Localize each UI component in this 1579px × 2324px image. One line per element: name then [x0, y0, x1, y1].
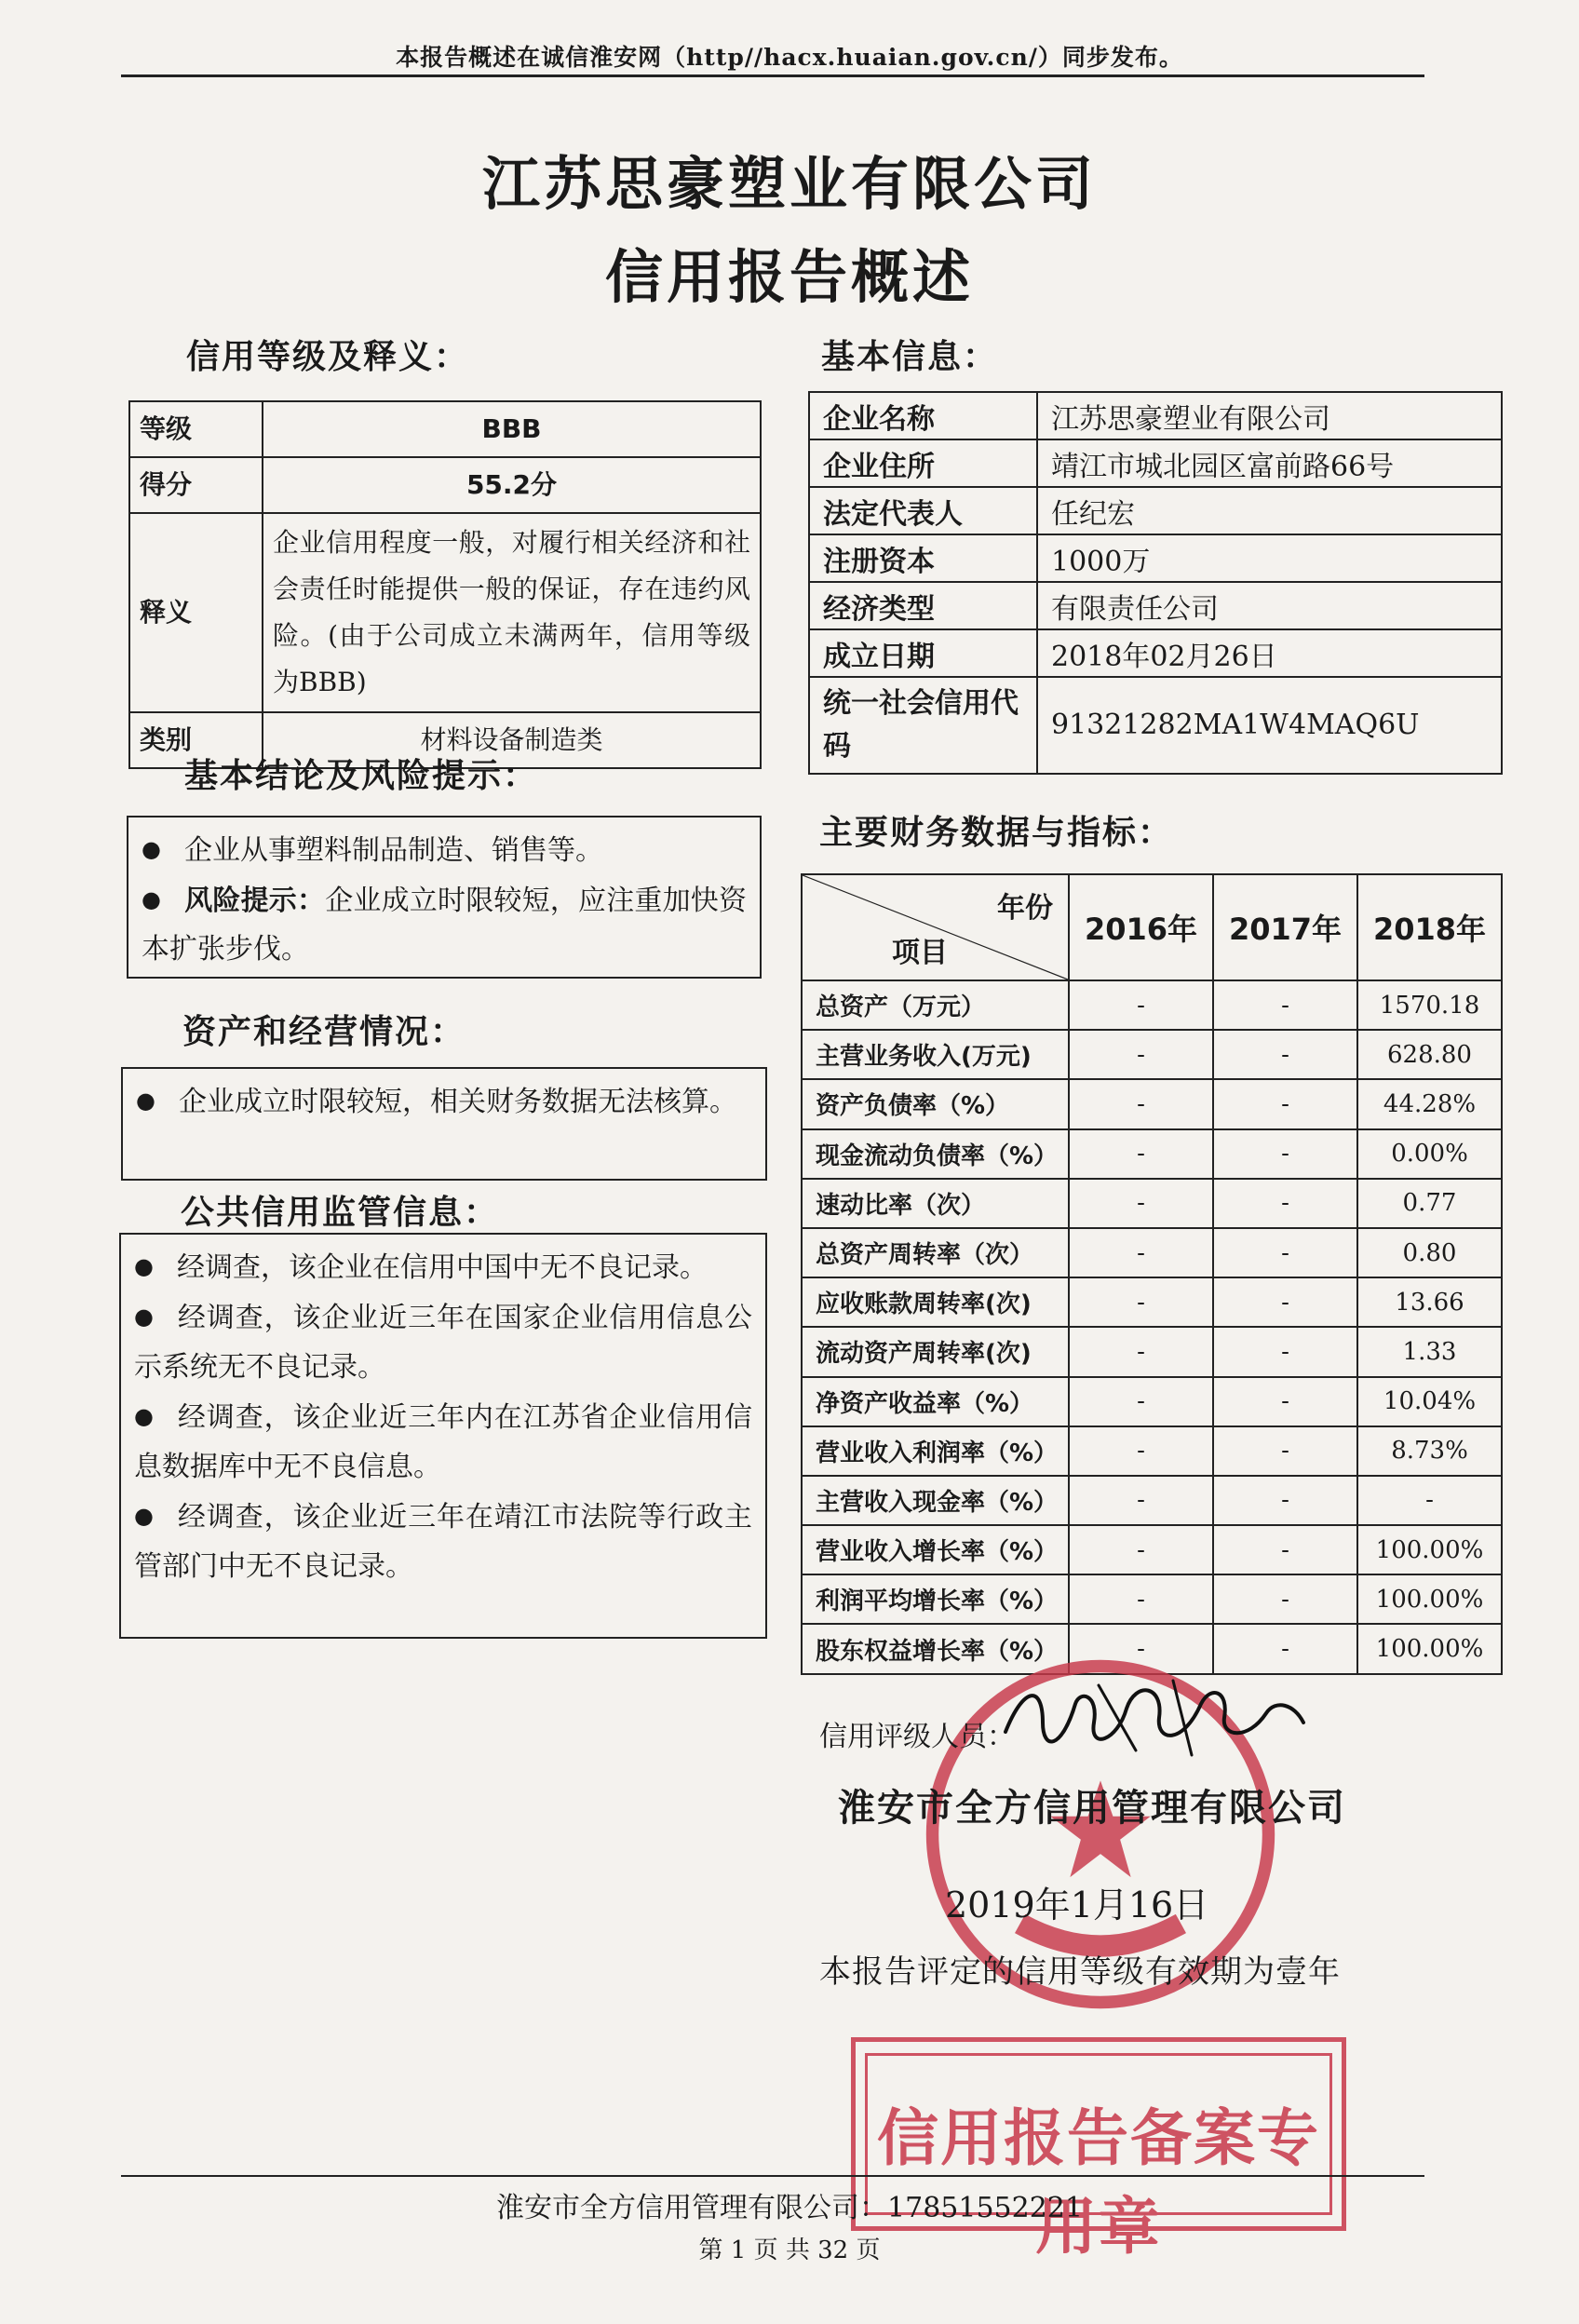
- company-name: 江苏思豪塑业有限公司: [1037, 392, 1502, 439]
- report-title: 信用报告概述: [604, 243, 974, 311]
- table-row: [809, 439, 1502, 487]
- metric-value-0: -: [1069, 1624, 1213, 1673]
- year-header: 2017年: [1213, 874, 1357, 980]
- bullet-icon: ●: [134, 1304, 154, 1330]
- table-row: [129, 401, 761, 457]
- metric-value-0: -: [1069, 1525, 1213, 1574]
- table-row: [802, 1179, 1502, 1228]
- table-row: [802, 1426, 1502, 1476]
- metric-value-0: -: [1069, 980, 1213, 1030]
- metric-value-2: -: [1357, 1476, 1502, 1525]
- table-row: [802, 1030, 1502, 1079]
- info-label: 统一社会信用代码: [809, 677, 1037, 774]
- handwritten-signature: [987, 1667, 1313, 1769]
- rating-grade: BBB: [263, 401, 761, 457]
- list-item: ● 经调查，该企业近三年在靖江市法院等行政主管部门中无不良记录。: [134, 1492, 752, 1591]
- metric-value-2: 10.04%: [1357, 1377, 1502, 1426]
- bullet-icon: ●: [134, 1253, 154, 1279]
- table-row: [129, 513, 761, 712]
- bullet-icon: ●: [142, 836, 161, 862]
- year-header: 2018年: [1357, 874, 1502, 980]
- rating-company: 淮安市全方信用管理有限公司: [838, 1787, 1346, 1830]
- info-label: 法定代表人: [809, 487, 1037, 534]
- metric-value-0: -: [1069, 1377, 1213, 1426]
- report-date: 2019年1月16日: [945, 1885, 1209, 1925]
- metric-value-2: 0.77: [1357, 1179, 1502, 1228]
- public-credit-heading: 公共信用监管信息：: [181, 1194, 500, 1232]
- table-row: [802, 1476, 1502, 1525]
- info-label: 企业名称: [809, 392, 1037, 439]
- metric-name: 主营业务收入(万元): [802, 1030, 1069, 1079]
- metric-value-2: 100.00%: [1357, 1624, 1502, 1673]
- metric-value-2: 0.80: [1357, 1228, 1502, 1277]
- rating-explanation: 企业信用程度一般，对履行相关经济和社会责任时能提供一般的保证，存在违约风险。(由于公司成立未满两年，信用等级为BBB): [263, 513, 761, 712]
- metric-value-0: -: [1069, 1426, 1213, 1476]
- bullet-icon: ●: [134, 1403, 154, 1429]
- metric-value-0: -: [1069, 1228, 1213, 1277]
- list-item: ● 企业成立时限较短，相关财务数据无法核算。: [136, 1076, 752, 1127]
- metric-value-1: -: [1213, 1377, 1357, 1426]
- list-item: ● 企业从事塑料制品制造、销售等。: [142, 825, 747, 875]
- table-row: [802, 1228, 1502, 1277]
- metric-name: 营业收入增长率（%）: [802, 1525, 1069, 1574]
- rating-category: 材料设备制造类: [263, 712, 761, 768]
- economic-type: 有限责任公司: [1037, 582, 1502, 629]
- metric-value-0: -: [1069, 1179, 1213, 1228]
- metric-value-2: 100.00%: [1357, 1525, 1502, 1574]
- metric-value-0: -: [1069, 1030, 1213, 1079]
- metric-value-2: 13.66: [1357, 1277, 1502, 1327]
- basic-info-table: [808, 391, 1503, 775]
- table-row: [809, 629, 1502, 677]
- conclusion-heading: 基本结论及风险提示：: [184, 757, 539, 795]
- bullet-icon: ●: [136, 1088, 155, 1114]
- page-number: 第 1 页 共 32 页: [698, 2236, 881, 2264]
- metric-value-1: -: [1213, 1228, 1357, 1277]
- basic-info-heading: 基本信息：: [821, 338, 999, 376]
- metric-value-1: -: [1213, 1079, 1357, 1128]
- rating-label-explanation: 释义: [129, 513, 263, 712]
- rating-heading: 信用等级及释义：: [186, 338, 470, 376]
- public-credit-box: [119, 1233, 767, 1639]
- assets-box: [121, 1067, 767, 1181]
- corner-year-label: 年份: [997, 892, 1053, 925]
- metric-value-1: -: [1213, 1574, 1357, 1624]
- table-corner-cell: [802, 874, 1069, 980]
- list-item: ● 风险提示：企业成立时限较短，应注重加快资本扩张步伐。: [142, 875, 747, 974]
- metric-value-0: -: [1069, 1476, 1213, 1525]
- list-item: ● 经调查，该企业近三年在国家企业信用信息公示系统无不良记录。: [134, 1292, 752, 1392]
- validity-note: 本报告评定的信用等级有效期为壹年: [819, 1953, 1341, 1991]
- metric-value-1: -: [1213, 1476, 1357, 1525]
- table-row: [802, 1377, 1502, 1426]
- info-label: 经济类型: [809, 582, 1037, 629]
- metric-value-1: -: [1213, 1179, 1357, 1228]
- metric-name: 流动资产周转率(次): [802, 1327, 1069, 1376]
- metric-value-1: -: [1213, 1030, 1357, 1079]
- top-divider: [121, 74, 1424, 77]
- rater-label: 信用评级人员：: [819, 1721, 1015, 1753]
- assets-heading: 资产和经营情况：: [182, 1013, 466, 1051]
- metric-value-2: 628.80: [1357, 1030, 1502, 1079]
- registered-capital: 1000万: [1037, 534, 1502, 582]
- company-title: 江苏思豪塑业有限公司: [481, 150, 1097, 218]
- info-label: 注册资本: [809, 534, 1037, 582]
- footer-company-phone: 淮安市全方信用管理有限公司：17851552221: [496, 2192, 1083, 2224]
- metric-value-1: -: [1213, 1327, 1357, 1376]
- bullet-icon: ●: [142, 886, 161, 912]
- table-row: [802, 1574, 1502, 1624]
- rating-label-score: 得分: [129, 457, 263, 513]
- metric-value-1: -: [1213, 1277, 1357, 1327]
- rating-score: 55.2分: [263, 457, 761, 513]
- list-item: ● 经调查，该企业在信用中国中无不良记录。: [134, 1242, 752, 1292]
- metric-name: 速动比率（次）: [802, 1179, 1069, 1228]
- table-row: [809, 392, 1502, 439]
- metric-name: 应收账款周转率(次): [802, 1277, 1069, 1327]
- metric-name: 利润平均增长率（%）: [802, 1574, 1069, 1624]
- rating-label-category: 类别: [129, 712, 263, 768]
- metric-value-1: -: [1213, 1525, 1357, 1574]
- conclusion-box: [127, 816, 762, 979]
- legal-representative: 任纪宏: [1037, 487, 1502, 534]
- list-item: ● 经调查，该企业近三年内在江苏省企业信用信息数据库中无不良信息。: [134, 1392, 752, 1492]
- table-row: [809, 677, 1502, 774]
- year-header: 2016年: [1069, 874, 1213, 980]
- table-header-row: [802, 874, 1502, 980]
- metric-value-0: -: [1069, 1129, 1213, 1179]
- metric-name: 资产负债率（%）: [802, 1079, 1069, 1128]
- metric-value-1: -: [1213, 1624, 1357, 1673]
- founding-date: 2018年02月26日: [1037, 629, 1502, 677]
- metric-value-0: -: [1069, 1277, 1213, 1327]
- rating-table: [128, 400, 762, 769]
- table-row: [802, 1327, 1502, 1376]
- metric-value-0: -: [1069, 1327, 1213, 1376]
- table-row: [809, 534, 1502, 582]
- metric-value-2: 1570.18: [1357, 980, 1502, 1030]
- metric-value-2: 100.00%: [1357, 1574, 1502, 1624]
- metric-value-2: 44.28%: [1357, 1079, 1502, 1128]
- metric-value-2: 8.73%: [1357, 1426, 1502, 1476]
- metric-name: 现金流动负债率（%）: [802, 1129, 1069, 1179]
- risk-label: 风险提示：: [184, 885, 326, 917]
- publish-note: 本报告概述在诚信淮安网（http//hacx.huaian.gov.cn/）同步发布。: [396, 44, 1183, 71]
- company-address: 靖江市城北园区富前路66号: [1037, 439, 1502, 487]
- table-row: [809, 487, 1502, 534]
- metric-value-2: 1.33: [1357, 1327, 1502, 1376]
- finance-heading: 主要财务数据与指标：: [819, 814, 1174, 852]
- metric-name: 股东权益增长率（%）: [802, 1624, 1069, 1673]
- metric-value-1: -: [1213, 1426, 1357, 1476]
- table-row: [809, 582, 1502, 629]
- info-label: 成立日期: [809, 629, 1037, 677]
- info-label: 企业住所: [809, 439, 1037, 487]
- metric-name: 营业收入利润率（%）: [802, 1426, 1069, 1476]
- table-row: [129, 457, 761, 513]
- metric-value-0: -: [1069, 1574, 1213, 1624]
- table-row: [802, 1525, 1502, 1574]
- bullet-icon: ●: [134, 1503, 154, 1529]
- credit-code: 91321282MA1W4MAQ6U: [1037, 677, 1502, 774]
- table-row: [802, 1277, 1502, 1327]
- metric-value-2: 0.00%: [1357, 1129, 1502, 1179]
- table-row: [802, 980, 1502, 1030]
- metric-value-1: -: [1213, 980, 1357, 1030]
- finance-table-body: [802, 980, 1502, 1674]
- rating-label-grade: 等级: [129, 401, 263, 457]
- table-row: [802, 1129, 1502, 1179]
- bottom-divider: [121, 2175, 1424, 2177]
- metric-name: 净资产收益率（%）: [802, 1377, 1069, 1426]
- finance-table: [801, 873, 1503, 1675]
- metric-name: 总资产周转率（次）: [802, 1228, 1069, 1277]
- metric-name: 总资产（万元）: [802, 980, 1069, 1030]
- metric-value-1: -: [1213, 1129, 1357, 1179]
- table-row: [802, 1079, 1502, 1128]
- filing-stamp-text: 信用报告备案专用章: [877, 2102, 1320, 2263]
- metric-name: 主营收入现金率（%）: [802, 1476, 1069, 1525]
- corner-item-label: 项目: [892, 937, 948, 969]
- metric-value-0: -: [1069, 1079, 1213, 1128]
